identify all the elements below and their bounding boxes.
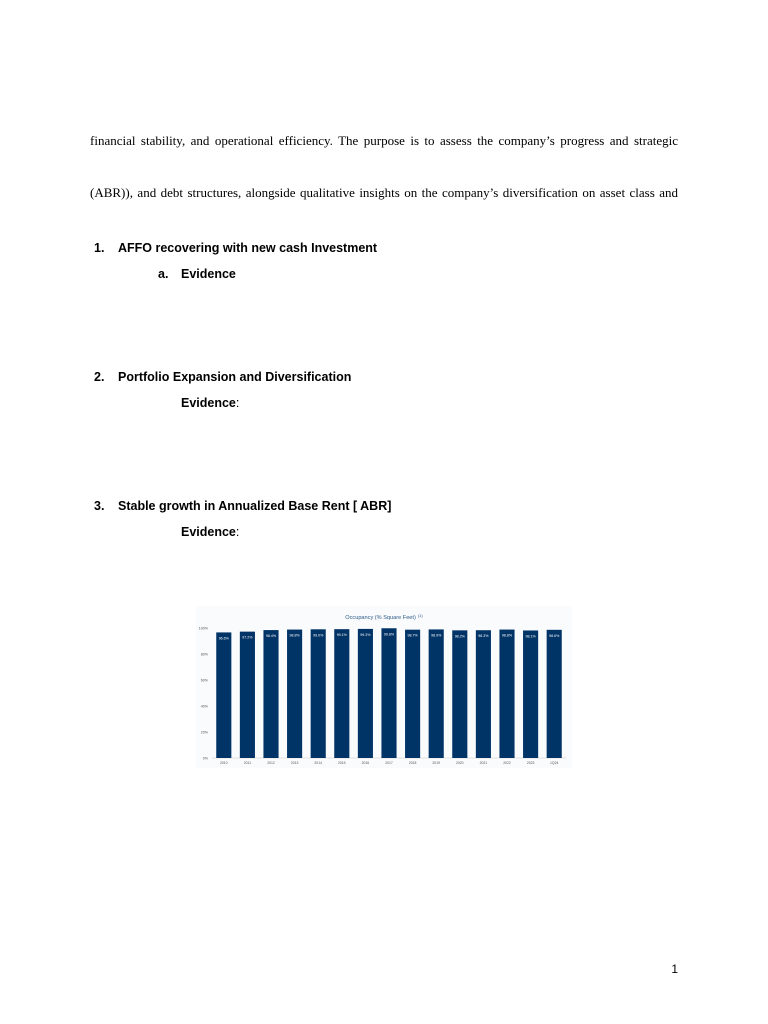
x-tick-label: 2022: [503, 761, 511, 765]
bar-2011: [240, 632, 255, 758]
bar-value-label: 98.9%: [431, 633, 442, 638]
evidence-label-3: [181, 524, 239, 540]
x-tick-label: 2012: [267, 761, 275, 765]
x-tick-label: 2013: [290, 761, 299, 765]
list-number: 3.: [94, 499, 105, 513]
bar-2018: [405, 630, 420, 758]
evidence-label-2: [181, 395, 239, 411]
bar-2015: [334, 629, 349, 758]
list-item-text: Stable growth in Annualized Base Rent [ ABR]: [118, 499, 392, 513]
bar-value-label: 99.1%: [336, 633, 347, 638]
bar-1Q24: [547, 630, 562, 758]
x-tick-label: 2018: [408, 761, 417, 765]
occupancy-chart: [196, 606, 572, 768]
bar-value-label: 96.6%: [218, 636, 229, 641]
bar-value-label: 99.8%: [383, 632, 395, 637]
x-tick-label: 1Q24: [550, 761, 559, 765]
y-tick-label: 20%: [200, 730, 208, 735]
evidence-label: Evidence: [181, 525, 236, 539]
evidence-label: Evidence: [181, 267, 236, 281]
x-tick-label: 2017: [385, 761, 393, 765]
list-item-3: [94, 498, 391, 514]
chart-title-footnote: (1): [417, 613, 423, 618]
bar-2020: [452, 630, 467, 758]
x-tick-label: 2021: [479, 761, 488, 765]
list-number: 1.: [94, 241, 105, 255]
evidence-colon: :: [235, 396, 240, 410]
y-tick-label: 0%: [202, 756, 208, 761]
bar-value-label: 98.2%: [454, 634, 465, 639]
bar-value-label: 98.1%: [525, 634, 536, 639]
x-tick-label: 2010: [220, 761, 228, 765]
x-tick-label: 2015: [338, 761, 346, 765]
bar-value-label: 97.2%: [242, 635, 253, 640]
bar-2016: [358, 629, 373, 758]
list-subitem-1a: [158, 266, 236, 282]
bar-2013: [287, 630, 302, 758]
x-tick-label: 2019: [432, 761, 440, 765]
evidence-colon: :: [235, 525, 240, 539]
bar-value-label: 99.3%: [360, 632, 371, 637]
y-tick-label: 60%: [200, 678, 208, 683]
bar-value-label: 99.0%: [313, 633, 324, 638]
list-item-text: AFFO recovering with new cash Investment: [118, 241, 378, 255]
bar-2023: [523, 630, 538, 758]
x-tick-label: 2020: [456, 761, 464, 765]
bar-2017: [381, 628, 396, 758]
y-tick-label: 40%: [200, 704, 208, 709]
y-tick-label: 80%: [200, 652, 208, 657]
list-number: 2.: [94, 370, 105, 384]
list-item-2: [94, 369, 351, 385]
list-item-text: Portfolio Expansion and Diversification: [118, 370, 352, 384]
x-tick-label: 2016: [361, 761, 370, 765]
x-tick-label: 2011: [243, 761, 252, 765]
chart-title: [345, 613, 423, 621]
list-item-1: [94, 240, 377, 256]
bar-2021: [476, 630, 491, 758]
bar-value-label: 98.8%: [289, 633, 300, 638]
bar-value-label: 98.6%: [549, 633, 560, 638]
chart-title-text: Occupancy (% Square Feet): [345, 615, 416, 621]
sub-marker: a.: [158, 267, 169, 281]
paragraph-line-1: financial stability, and operational efficiency. The purpose is to assess the company’s progress and strategic: [90, 133, 678, 148]
bar-value-label: 98.4%: [265, 634, 277, 639]
bar-2010: [216, 632, 231, 758]
bar-value-label: 98.7%: [407, 633, 418, 638]
evidence-label: Evidence: [181, 396, 236, 410]
x-tick-label: 2014: [314, 761, 322, 765]
bar-2019: [429, 629, 444, 758]
bar-2022: [499, 630, 514, 758]
bar-value-label: 98.8%: [501, 633, 513, 638]
bar-2012: [263, 630, 278, 758]
x-tick-label: 2023: [526, 761, 535, 765]
bar-value-label: 98.3%: [478, 634, 489, 639]
y-tick-label: 100%: [198, 626, 208, 631]
bar-2014: [311, 629, 326, 758]
occupancy-chart-svg: [196, 606, 572, 768]
paragraph-line-2: (ABR)), and debt structures, alongside qualitative insights on the company’s diversification on asset class and: [90, 185, 678, 200]
page-number: 1: [671, 962, 678, 976]
